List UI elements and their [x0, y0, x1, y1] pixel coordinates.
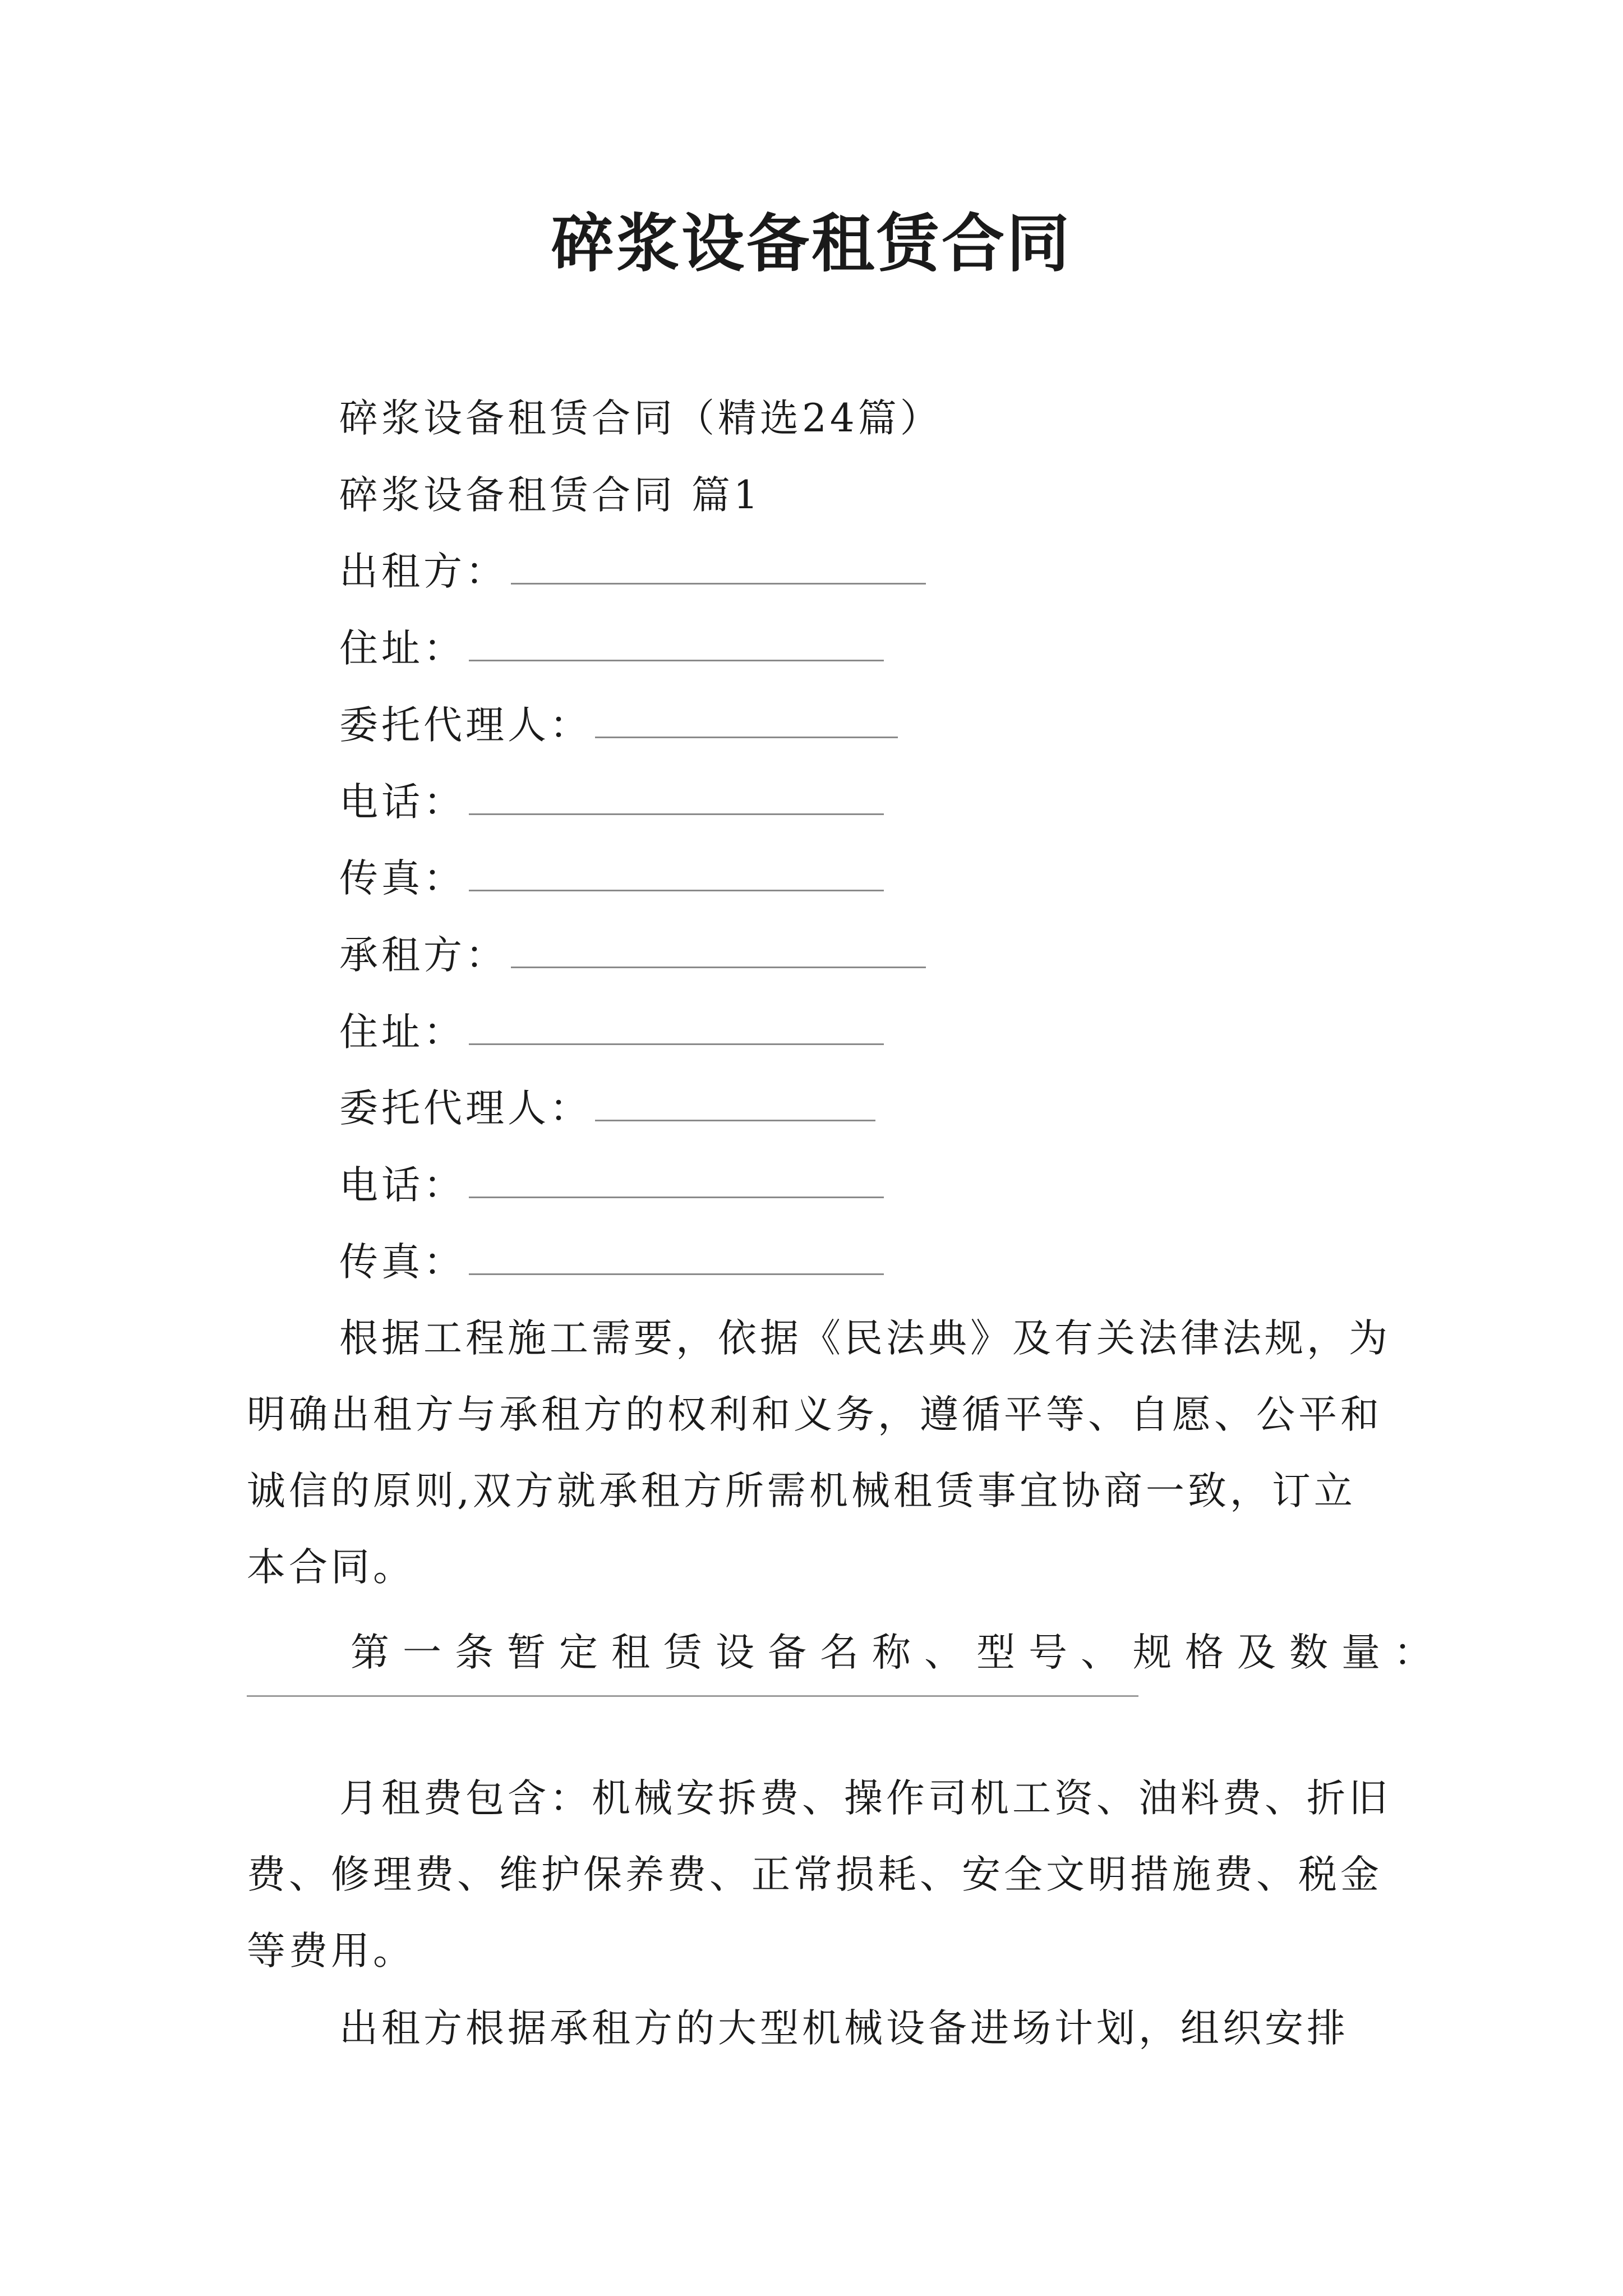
lessee-blank[interactable] — [511, 967, 926, 968]
document-title: 碎浆设备租赁合同 — [551, 207, 1072, 280]
lessor-blank[interactable] — [511, 583, 926, 585]
lessee-label: 承租方： — [339, 933, 508, 978]
lessee-agent-field — [339, 1077, 875, 1133]
lessor-agent-field — [339, 694, 898, 749]
lessee-address-blank[interactable] — [469, 1043, 884, 1045]
clause-1: 第一条暂定租赁设备名称、型号、规格及数量： — [351, 1630, 1446, 1675]
lessor-field — [339, 540, 926, 596]
lessor-agent-label: 委托代理人： — [339, 703, 592, 748]
lessee-field — [339, 924, 926, 979]
lessee-fax-label: 传真： — [339, 1240, 465, 1285]
lessor-fax-field — [339, 847, 884, 903]
lessor-phone-blank[interactable] — [469, 813, 884, 815]
lessor-address-blank[interactable] — [469, 660, 884, 661]
lessee-phone-label: 电话： — [339, 1163, 465, 1208]
lessor-address-field — [339, 617, 884, 673]
lessor-label: 出租方： — [339, 549, 508, 594]
lessor-fax-blank[interactable] — [469, 890, 884, 891]
lessee-address-field — [339, 1001, 884, 1056]
lessee-agent-blank[interactable] — [595, 1120, 875, 1121]
section-heading: 碎浆设备租赁合同 篇1 — [339, 473, 762, 518]
intro-paragraph: 根据工程施工需要，依据《民法典》及有关法律法规，为明确出租方与承租方的权利和义务，遵循平等、自愿、公平和诚信的原则,双方就承租方所需机械租赁事宜协商一致，订立本合同。 — [247, 1316, 1391, 1590]
lessor-address-label: 住址： — [339, 626, 465, 671]
lessor-agent-blank[interactable] — [595, 737, 898, 738]
lessor-phone-label: 电话： — [339, 780, 465, 825]
lessee-phone-field — [339, 1154, 884, 1209]
lessee-fax-field — [339, 1231, 884, 1286]
lessor-phone-field — [339, 771, 884, 826]
document-subtitle: 碎浆设备租赁合同（精选24篇） — [339, 396, 942, 441]
lessee-address-label: 住址： — [339, 1010, 465, 1055]
monthly-fee-paragraph: 月租费包含：机械安拆费、操作司机工资、油料费、折旧费、修理费、维护保养费、正常损耗、安全文明措施费、税金等费用。 — [247, 1776, 1391, 1973]
lessee-phone-blank[interactable] — [469, 1197, 884, 1198]
equipment-blank-line[interactable] — [247, 1695, 1138, 1697]
lessee-agent-label: 委托代理人： — [339, 1086, 592, 1131]
lessee-fax-blank[interactable] — [469, 1273, 884, 1275]
lessor-fax-label: 传真： — [339, 856, 465, 901]
arrangement-paragraph: 出租方根据承租方的大型机械设备进场计划，组织安排 — [339, 2006, 1349, 2051]
